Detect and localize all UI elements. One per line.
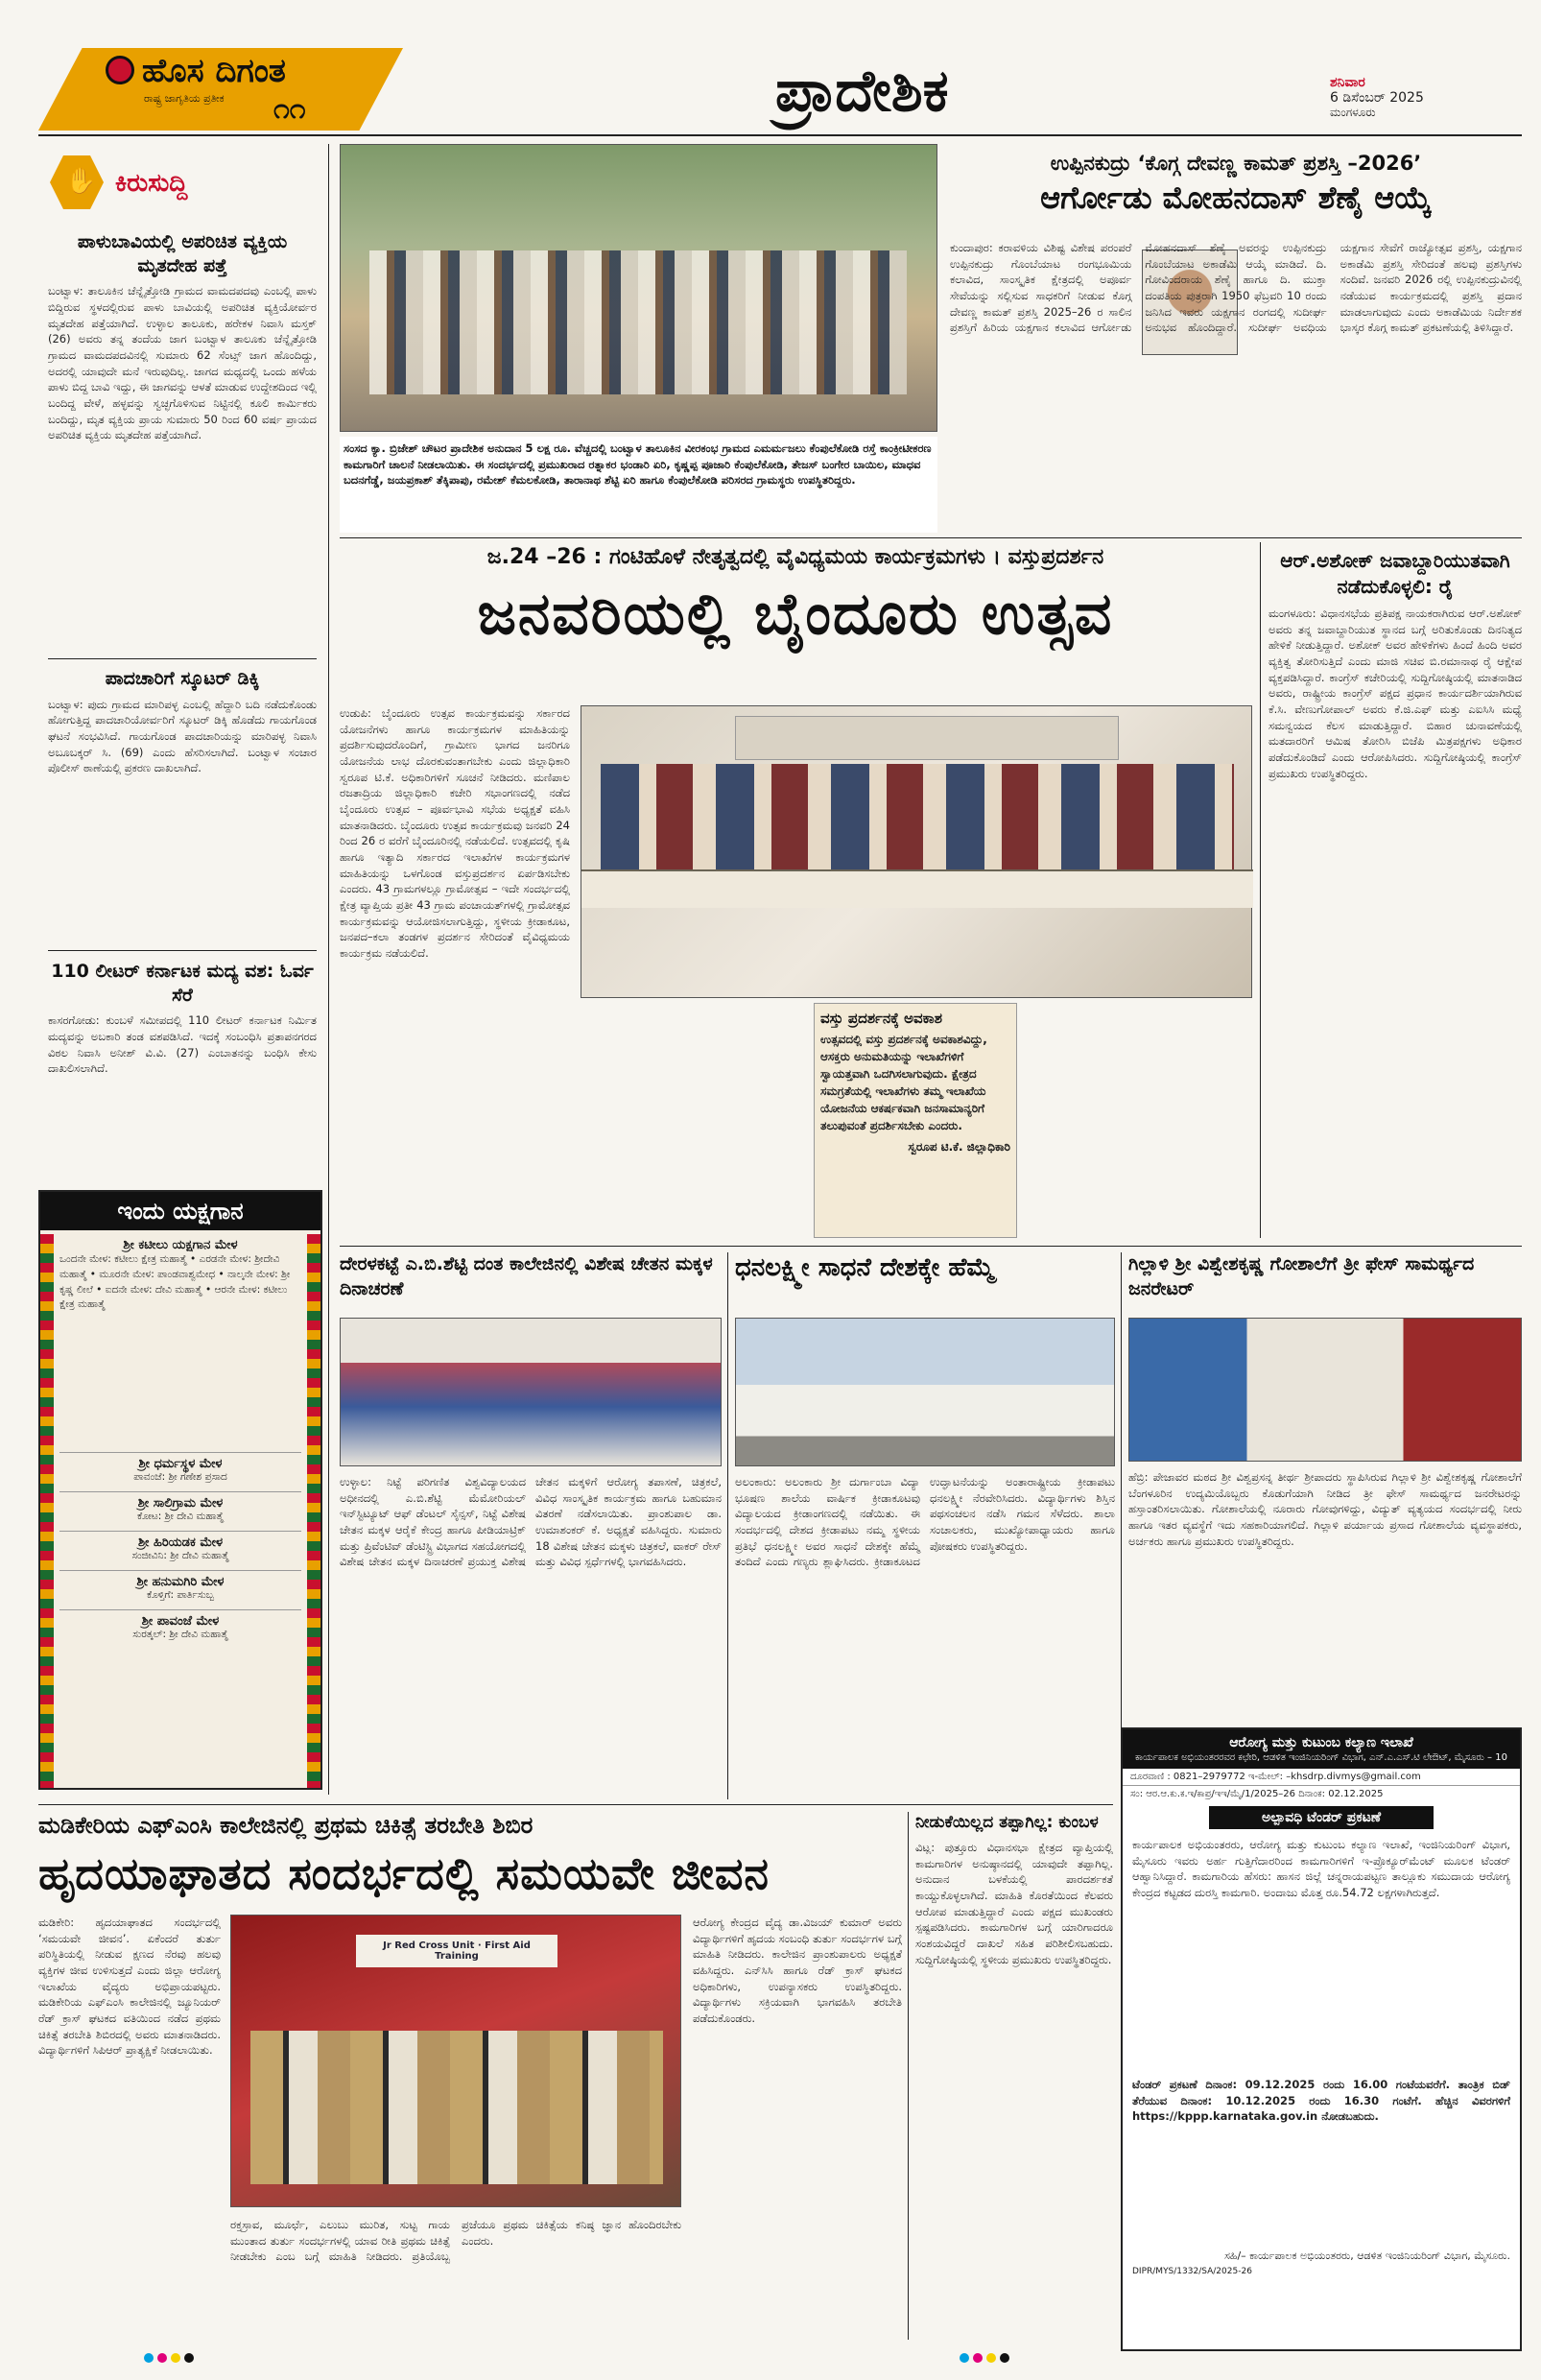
utsava-meeting-photo [581, 705, 1252, 998]
kirusuddi-item [48, 667, 317, 927]
mela-details: ಕೊಳ್ತಿಗೆ: ಪಾರ್ತಿಸುಬ್ಬ [146, 1589, 215, 1601]
mela-name: ಶ್ರೀ ಹನುಮಗಿರಿ ಮೇಳ [136, 1575, 225, 1589]
mela-name: ಶ್ರೀ ಹಿರಿಯಡಕ ಮೇಳ [137, 1535, 224, 1550]
ashok-headline: ಆರ್.ಅಶೋಕ್ ಜವಾಬ್ದಾರಿಯುತವಾಗಿ ನಡೆದುಕೊಳ್ಳಲಿ: ರೈ [1280, 549, 1510, 598]
mela-details: ಒಂದನೇ ಮೇಳ: ಕಟೀಲು ಕ್ಷೇತ್ರ ಮಹಾತ್ಮೆ • ಎರಡನೇ ಮೇಳ: ಶ್ರೀದೇವಿ ಮಹಾತ್ಮೆ • ಮೂರನೇ ಮೇಳ: ಪಾಂಡವಾಶ್ವಮೇಧ • ನಾಲ್ಕನೇ ಮೇಳ: ಶ್ರೀ ಕೃಷ್ಣ ಲೀಲೆ • ಐದನೇ ಮೇಳ: ದೇವಿ ಮಹಾತ್ಮೆ • ಆರನೇ ಮೇಳ: ಕಟೀಲು ಕ್ಷೇತ್ರ ಮಹಾತ್ಮೆ [59, 1253, 291, 1311]
mela-details: ಕೋಟ: ಶ್ರೀ ದೇವಿ ಮಹಾತ್ಮೆ [137, 1511, 224, 1522]
mela-name: ಶ್ರೀ ಧರ್ಮಸ್ಥಳ ಮೇಳ [138, 1457, 223, 1471]
yakshagana-mela [59, 1609, 301, 1641]
logo-tagline: ರಾಷ್ಟ್ರ ಜಾಗೃತಿಯ ಪ್ರತೀಕ [144, 92, 225, 105]
madikeri-col1: ಮಡಿಕೇರಿ: ಹೃದಯಾಘಾತದ ಸಂದರ್ಭದಲ್ಲಿ ‘ಸಮಯವೇ ಜೀವನ’. ಏಕೆಂದರೆ ತುರ್ತು ಪರಿಸ್ಥಿತಿಯಲ್ಲಿ ನೀಡುವ ಕ್ಷಣದ ನೆರವು ಹಲವು ವ್ಯಕ್ತಿಗಳ ಜೀವ ಉಳಿಸುತ್ತದೆ ಎಂದು ಜಿಲ್ಲಾ ಆರೋಗ್ಯ ಇಲಾಖೆಯ ವೈದ್ಯರು ಅಭಿಪ್ರಾಯಪಟ್ಟರು. ಮಡಿಕೇರಿಯ ಎಫ್‌ಎಂಸಿ ಕಾಲೇಜಿನಲ್ಲಿ ಜ್ಯೂನಿಯರ್ ರೆಡ್ ಕ್ರಾಸ್ ಘಟಕದ ವತಿಯಿಂದ ನಡೆದ ಪ್ರಥಮ ಚಿಕಿತ್ಸೆ ತರಬೇತಿ ಶಿಬಿರದಲ್ಲಿ ಅವರು ಮಾತನಾಡಿದರು. ವಿದ್ಯಾರ್ಥಿಗಳಿಗೆ ಸಿಪಿಆರ್ ಪ್ರಾತ್ಯಕ್ಷಿಕೆ ನೀಡಲಾಯಿತು. [38, 1916, 221, 2058]
yakshagana-box [38, 1190, 322, 1790]
day-label: ಶನಿವಾರ [1330, 75, 1365, 90]
logo-lamp-icon [106, 56, 134, 84]
kirusuddi-item-title: 110 ಲೀಟರ್ ಕರ್ನಾಟಕ ಮದ್ಯ ವಶ: ಓರ್ವ ಸೆರೆ [51, 961, 314, 1006]
column-rule [1121, 1252, 1122, 1799]
mela-name: ಶ್ರೀ ಸಾಲಿಗ್ರಾಮ ಮೇಳ [137, 1496, 224, 1511]
column-rule [1260, 542, 1261, 1238]
tender-dates: ಟೆಂಡರ್ ಪ್ರಕಟಣೆ ದಿನಾಂಕ: 09.12.2025 ರಂದು 16.00 ಗಂಟೆಯವರೆಗೆ. ತಾಂತ್ರಿಕ ಬಿಡ್ ತೆರೆಯುವ ದಿನಾಂಕ: 10.12.2025 ರಂದು 16.30 ಗಂಟೆಗೆ. ಹೆಚ್ಚಿನ ವಿವರಗಳಿಗೆ https://kppp.karnataka.gov.in ನೋಡಬಹುದು. [1132, 2078, 1510, 2124]
goshala-photo [1128, 1318, 1522, 1462]
mela-name: ಶ್ರೀ ಪಾವಂಜೆ ಮೇಳ [141, 1614, 220, 1629]
yakshagana-border [40, 1234, 54, 1790]
goshala-body: ಹೆಬ್ರಿ: ಪೇಜಾವರ ಮಠದ ಶ್ರೀ ವಿಶ್ವಪ್ರಸನ್ನ ತೀರ್ಥ ಶ್ರೀಪಾದರು ಸ್ಥಾಪಿಸಿರುವ ಗಿಲ್ಲಾಳಿ ಶ್ರೀ ವಿಶ್ವೇಶಕೃಷ್ಣ ಗೋಶಾಲೆಗೆ ಬೆಂಗಳೂರಿನ ಉದ್ಯಮಿಯೊಬ್ಬರು ಕೊಡುಗೆಯಾಗಿ ನೀಡಿದ ತ್ರೀ ಫೇಸ್ ಸಾಮರ್ಥ್ಯದ ಜನರೇಟರನ್ನು ಹಸ್ತಾಂತರಿಸಲಾಯಿತು. ಗೋಶಾಲೆಯಲ್ಲಿ ನೂರಾರು ಗೋವುಗಳಿದ್ದು, ವಿದ್ಯುತ್ ವ್ಯತ್ಯಯದ ಸಂದರ್ಭದಲ್ಲಿ ನೀರು ಹಾಗೂ ಇತರ ವ್ಯವಸ್ಥೆಗೆ ಇದು ಸಹಕಾರಿಯಾಗಲಿದೆ. ಗಿಲ್ಲಾಳಿ ಪರ್ಯಾಯ ಪ್ರಸಾದ ಗೋಶಾಲೆಯ ವ್ಯವಸ್ಥಾಪಕರು, ಅರ್ಚಕರು ಹಾಗೂ ಪ್ರಮುಖರು ಉಪಸ್ಥಿತರಿದ್ದರು. [1128, 1470, 1522, 1548]
registration-marks [144, 2353, 194, 2363]
tender-signature: ಸಹಿ/– ಕಾರ್ಯಪಾಲಕ ಅಭಿಯಂತರರು, ಆಡಳಿತ ಇಂಜಿನಿಯರಿಂಗ್ ವಿಭಾಗ, ಮೈಸೂರು. [1224, 2249, 1510, 2262]
dhanalakshmi-photo [735, 1318, 1115, 1466]
yakshagana-mela [59, 1452, 301, 1484]
yakshagana-mela [59, 1531, 301, 1562]
kumbale-body: ವಿಟ್ಲ: ಪುತ್ತೂರು ವಿಧಾನಸಭಾ ಕ್ಷೇತ್ರದ ವ್ಯಾಪ್ತಿಯಲ್ಲಿ ಕಾಮಗಾರಿಗಳ ಅನುಷ್ಠಾನದಲ್ಲಿ ಯಾವುದೇ ತಪ್ಪಾಗಿಲ್ಲ. ಅನುದಾನ ಬಳಕೆಯಲ್ಲಿ ಪಾರದರ್ಶಕತೆ ಕಾಯ್ದುಕೊಳ್ಳಲಾಗಿದೆ. ಮಾಹಿತಿ ಕೊರತೆಯಿಂದ ಕೆಲವರು ಆರೋಪ ಮಾಡುತ್ತಿದ್ದಾರೆ ಎಂದು ಪಕ್ಷದ ಮುಖಂಡರು ಸ್ಪಷ್ಟಪಡಿಸಿದರು. ಕಾಮಗಾರಿಗಳ ಬಗ್ಗೆ ಯಾರಿಗಾದರೂ ಸಂಶಯವಿದ್ದರೆ ದಾಖಲೆ ಸಹಿತ ಪರಿಶೀಲಿಸಬಹುದು. ಸುದ್ದಿಗೋಷ್ಠಿಯಲ್ಲಿ ಸ್ಥಳೀಯ ಪ್ರಮುಖರು ಉಪಸ್ಥಿತರಿದ್ದರು. [915, 1840, 1113, 1966]
column-rule [328, 144, 329, 1795]
dhanalakshmi-body: ಅಲಂಕಾರು: ಅಲಂಕಾರು ಶ್ರೀ ದುರ್ಗಾಂಬಾ ವಿದ್ಯಾ ಭೂಷಣ ಶಾಲೆಯ ವಾರ್ಷಿಕ ಕ್ರೀಡಾಕೂಟವು ವಿದ್ಯಾಲಯದ ಕ್ರೀಡಾಂಗಣದಲ್ಲಿ ನಡೆಯಿತು. ಈ ಸಂದರ್ಭದಲ್ಲಿ ದೇಶದ ಕ್ರೀಡಾಪಟು ನಮ್ಮ ಸ್ಥಳೀಯ ಪ್ರತಿಭೆ ಧನಲಕ್ಷ್ಮೀ ಅವರ ಸಾಧನೆ ದೇಶಕ್ಕೇ ಹೆಮ್ಮೆ ತಂದಿದೆ ಎಂದು ಗಣ್ಯರು ಶ್ಲಾಘಿಸಿದರು. ಕ್ರೀಡಾಕೂಟದ ಉದ್ಘಾಟನೆಯನ್ನು ಅಂತಾರಾಷ್ಟ್ರೀಯ ಕ್ರೀಡಾಪಟು ಧನಲಕ್ಷ್ಮೀ ನೆರವೇರಿಸಿದರು. ವಿದ್ಯಾರ್ಥಿಗಳು ಶಿಸ್ತಿನ ಪಥಸಂಚಲನ ನಡೆಸಿ ಗಮನ ಸೆಳೆದರು. ಶಾಲಾ ಸಂಚಾಲಕರು, ಮುಖ್ಯೋಪಾಧ್ಯಾಯರು ಹಾಗೂ ಪೋಷಕರು ಉಪಸ್ಥಿತರಿದ್ದರು. [735, 1475, 1115, 1569]
column-rule [727, 1252, 728, 1799]
yakshagana-mela [59, 1570, 301, 1602]
madikeri-col2: ರಕ್ತಸ್ರಾವ, ಮೂರ್ಛೆ, ಎಲುಬು ಮುರಿತ, ಸುಟ್ಟ ಗಾಯ ಮುಂತಾದ ತುರ್ತು ಸಂದರ್ಭಗಳಲ್ಲಿ ಯಾವ ರೀತಿ ಪ್ರಥಮ ಚಿಕಿತ್ಸೆ ನೀಡಬೇಕು ಎಂಬ ಬಗ್ಗೆ ಮಾಹಿತಿ ನೀಡಿದರು. ಪ್ರತಿಯೊಬ್ಬ ಪ್ರಜೆಯೂ ಪ್ರಥಮ ಚಿಕಿತ್ಸೆಯ ಕನಿಷ್ಠ ಜ್ಞಾನ ಹೊಂದಿರಬೇಕು ಎಂದರು. [230, 2218, 681, 2264]
yakshagana-mela [59, 1238, 301, 1444]
utsava-body-cont [581, 1003, 806, 1238]
mela-name: ಶ್ರೀ ಕಟೀಲು ಯಕ್ಷಗಾನ ಮೇಳ [123, 1238, 238, 1252]
kirusuddi-item [48, 960, 317, 1166]
exhibition-box-quote: ಸ್ವರೂಪ ಟಿ.ಕೆ. ಜಿಲ್ಲಾಧಿಕಾರಿ [908, 1140, 1010, 1154]
kumbale-headline: ನೀಡುಕೆಯಿಲ್ಲದ ತಪ್ಪಾಗಿಲ್ಲ: ಕುಂಬಳ [915, 1813, 1099, 1832]
madikeri-photo-banner: Jr Red Cross Unit · First Aid Training [356, 1935, 557, 1967]
top-photo [340, 144, 937, 432]
date-block [1330, 75, 1522, 120]
yakshagana-mela [59, 1491, 301, 1523]
tender-body: ಕಾರ್ಯಪಾಲಕ ಅಭಿಯಂತರರು, ಆರೋಗ್ಯ ಮತ್ತು ಕುಟುಂಬ ಕಲ್ಯಾಣ ಇಲಾಖೆ, ಇಂಜಿನಿಯರಿಂಗ್ ವಿಭಾಗ, ಮೈಸೂರು ಇವರು ಅರ್ಹ ಗುತ್ತಿಗೆದಾರರಿಂದ ಕಾಮಗಾರಿಗಳಿಗೆ ಇ-ಪ್ರೊಕ್ಯೂರ್‌ಮೆಂಟ್ ಮೂಲಕ ಟೆಂಡರ್ ಆಹ್ವಾನಿಸಿದ್ದಾರೆ. ಕಾಮಗಾರಿಯ ಹೆಸರು: ಹಾಸನ ಜಿಲ್ಲೆ ಚನ್ನರಾಯಪಟ್ಟಣ ತಾಲ್ಲೂಕು ಸಮುದಾಯ ಆರೋಗ್ಯ ಕೇಂದ್ರದ ಕಟ್ಟಡದ ದುರಸ್ತಿ ಕಾಮಗಾರಿ. ಅಂದಾಜು ಮೊತ್ತ ರೂ.54.72 ಲಕ್ಷಗಳಾಗಿರುತ್ತದೆ. [1132, 1838, 1510, 1900]
utsava-exhibition-box [814, 1003, 1017, 1238]
masthead-rule [38, 134, 1522, 136]
divider [48, 658, 317, 659]
mela-details: ಸಂಜೀವಿನಿ: ಶ್ರೀ ದೇವಿ ಮಹಾತ್ಮೆ [131, 1550, 229, 1561]
kirusuddi-item-title: ಪಾದಚಾರಿಗೆ ಸ್ಕೂಟರ್ ಡಿಕ್ಕಿ [105, 668, 260, 689]
utsava-body-right [1027, 1003, 1252, 1238]
divider [340, 537, 1522, 538]
kirusuddi-section [38, 144, 322, 1171]
exhibition-box-title: ವಸ್ತು ಪ್ರದರ್ಶನಕ್ಕೆ ಅವಕಾಶ [820, 1010, 942, 1027]
registration-marks [960, 2353, 1009, 2363]
kirusuddi-item-body: ಕಾಸರಗೋಡು: ಕುಂಬಳೆ ಸಮೀಪದಲ್ಲಿ 110 ಲೀಟರ್ ಕರ್ನಾಟಕ ನಿರ್ಮಿತ ಮದ್ಯವನ್ನು ಅಬಕಾರಿ ತಂಡ ವಶಪಡಿಸಿದೆ. ಇದಕ್ಕೆ ಸಂಬಂಧಿಸಿ ಪ್ರತಾಪನಗರದ ವಿಠಲ ನಿವಾಸಿ ಅನೀಶ್ ವಿ.ವಿ. (27) ಎಂಬಾತನನ್ನು ಬಂಧಿಸಿ ಕೇಸು ದಾಖಲಿಸಲಾಗಿದೆ. [48, 1013, 317, 1076]
dhanalakshmi-headline: ಧನಲಕ್ಷ್ಮೀ ಸಾಧನೆ ದೇಶಕ್ಕೇ ಹೆಮ್ಮೆ [735, 1253, 995, 1282]
utsava-headline: ಜನವರಿಯಲ್ಲಿ ಬೈಂದೂರು ಉತ್ಸವ [477, 581, 1114, 648]
kamath-headline: ಆರ್ಗೋಡು ಮೋಹನದಾಸ್ ಶೆಣೈ ಆಯ್ಕೆ [1040, 179, 1432, 216]
mela-details: ಸುರತ್ಕಲ್: ಶ್ರೀ ದೇವಿ ಮಹಾತ್ಮೆ [132, 1629, 228, 1640]
utsava-kicker: ಜ.24 –26 : ಗಂಟಿಹೊಳೆ ನೇತೃತ್ವದಲ್ಲಿ ವೈವಿಧ್ಯಮಯ ಕಾರ್ಯಕ್ರಮಗಳು । ವಸ್ತುಪ್ರದರ್ಶನ [486, 545, 1104, 569]
tender-ref: ಸಂ: ಆರ.ಆ.ಕು.ಕ.ಇ/ಕಾಪ್ರ/ಇಇ/ಮೈ/1/2025–26 ದಿನಾಂಕ: 02.12.2025 [1130, 1789, 1384, 1799]
logo-text: ಹೊಸ ದಿಗಂತ [142, 52, 286, 90]
utsava-body: ಉಡುಪಿ: ಬೈಂದೂರು ಉತ್ಸವ ಕಾರ್ಯಕ್ರಮವನ್ನು ಸರ್ಕಾರದ ಯೋಜನೆಗಳು ಹಾಗೂ ಕಾರ್ಯಕ್ರಮಗಳ ಮಾಹಿತಿಯನ್ನು ಪ್ರದರ್ಶಿಸುವುದರೊಂದಿಗೆ, ಗ್ರಾಮೀಣ ಭಾಗದ ಜನರಿಗೂ ಯೋಜನೆಯ ಲಾಭ ದೊರಕುವಂತಾಗಬೇಕು ಎಂದು ಜಿಲ್ಲಾಧಿಕಾರಿ ಸ್ವರೂಪ ಟಿ.ಕೆ. ಅಧಿಕಾರಿಗಳಿಗೆ ಸೂಚನೆ ನೀಡಿದರು. ಮಣಿಪಾಲ ರಜತಾದ್ರಿಯ ಜಿಲ್ಲಾಧಿಕಾರಿ ಕಚೇರಿ ಸಭಾಂಗಣದಲ್ಲಿ ನಡೆದ ಬೈಂದೂರು ಉತ್ಸವ – ಪೂರ್ವಭಾವಿ ಸಭೆಯ ಅಧ್ಯಕ್ಷತೆ ವಹಿಸಿ ಮಾತನಾಡಿದರು. ಬೈಂದೂರು ಉತ್ಸವ ಕಾರ್ಯಕ್ರಮವು ಜನವರಿ 24 ರಿಂದ 26 ರ ವರೆಗೆ ಬೈಂದೂರಿನಲ್ಲಿ ನಡೆಯಲಿದೆ. ಉತ್ಸವದಲ್ಲಿ ಕೃಷಿ ಹಾಗೂ ಇತ್ಯಾದಿ ಸರ್ಕಾರದ ಇಲಾಖೆಗಳ ಕಾರ್ಯಕ್ರಮಗಳ ಮಾಹಿತಿಯನ್ನು ಒಳಗೊಂಡ ವಸ್ತುಪ್ರದರ್ಶನ ಏರ್ಪಡಿಸಬೇಕು ಎಂದರು. 43 ಗ್ರಾಮಗಳಲ್ಲೂ ಗ್ರಾಮೋತ್ಸವ – ಇದೇ ಸಂದರ್ಭದಲ್ಲಿ ಕ್ಷೇತ್ರ ವ್ಯಾಪ್ತಿಯ ಪ್ರತೀ 43 ಗ್ರಾಮ ಪಂಚಾಯತ್‌ಗಳಲ್ಲಿ ಗ್ರಾಮೋತ್ಸವ ಕಾರ್ಯಕ್ರಮವನ್ನು ಆಯೋಜಿಸಲಾಗುತ್ತಿದ್ದು, ಸ್ಥಳೀಯ ಕ್ರೀಡಾಕೂಟ, ಜನಪದ–ಕಲಾ ತಂಡಗಳ ಪ್ರದರ್ಶನ ಸೇರಿದಂತೆ ವೈವಿಧ್ಯಮಯ ಕಾರ್ಯಕ್ರಮ ನಡೆಯಲಿದೆ. [340, 706, 570, 961]
kirusuddi-item [48, 230, 317, 629]
madikeri-photo [230, 1915, 681, 2207]
exhibition-box-body: ಉತ್ಸವದಲ್ಲಿ ವಸ್ತು ಪ್ರದರ್ಶನಕ್ಕೆ ಅವಕಾಶವಿದ್ದು, ಆಸಕ್ತರು ಅನುಮತಿಯನ್ನು ಇಲಾಖೆಗಳಿಗೆ ಸ್ವಾಯತ್ತವಾಗಿ ಒದಗಿಸಲಾಗುವುದು. ಕ್ಷೇತ್ರದ ಸಮಗ್ರತೆಯಲ್ಲಿ ಇಲಾಖೆಗಳು ತಮ್ಮ ಇಲಾಖೆಯ ಯೋಜನೆಯ ಆಕರ್ಷಕವಾಗಿ ಜನಸಾಮಾನ್ಯರಿಗೆ ತಲುಪುವಂತೆ ಪ್ರದರ್ಶಿಸಬೇಕು ಎಂದರು. [820, 1033, 987, 1132]
kirusuddi-item-body: ಬಂಟ್ವಾಳ: ತಾಲೂಕಿನ ಚೆನ್ನೈತ್ತೋಡಿ ಗ್ರಾಮದ ವಾಮದಪದವು ಎಂಬಲ್ಲಿ ಪಾಳು ಬಿದ್ದಿರುವ ಸ್ಥಳದಲ್ಲಿರುವ ಪಾಳು ಬಾವಿಯಲ್ಲಿ ಅಪರಿಚಿತ ವ್ಯಕ್ತಿಯೋರ್ವರ ಮೃತದೇಹ ಪತ್ತೆಯಾಗಿದೆ. ಉಳ್ಳಾಲ ತಾಲೂಕು, ಹರೇಕಳ ನಿವಾಸಿ ಮಸ್ತಕ್ (26) ಅವರು ತನ್ನ ತಂದೆಯ ಜಾಗ ಬಂಟ್ವಾಳ ತಾಲೂಕು ಚೆನ್ನೈತ್ತೋಡಿ ಗ್ರಾಮದ ವಾಮದಪದವಿನಲ್ಲಿ ಸುಮಾರು 62 ಸೆಂಟ್ಸ್ ಜಾಗ ಹೊಂದಿದ್ದು, ಅದರಲ್ಲಿ ಯಾವುದೇ ಮನೆ ಇರುವುದಿಲ್ಲ. ಜಾಗದ ಮಧ್ಯದಲ್ಲಿ ಒಂದು ಹಳೆಯ ಪಾಳು ಬಿದ್ದ ಬಾವಿ ಇದ್ದು, ಈ ಜಾಗವನ್ನು ಆಳತೆ ಮಾಡುವ ಉದ್ದೇಶದಿಂದ ಇಲ್ಲಿ ಬಂದಿದ್ದ ವೇಳೆ, ಹಳ್ಳವನ್ನು ಸ್ವಚ್ಛಗೊಳಿಸುವ ನಿಟ್ಟಿನಲ್ಲಿ ಕೂಲಿ ಕಾರ್ಮಿಕರು ಬಂದಿದ್ದು, ಮೃತ ವ್ಯಕ್ತಿಯ ಪ್ರಾಯ ಸುಮಾರು 50 ರಿಂದ 60 ವರ್ಷ ಪ್ರಾಯದ ಅಪರಿಚಿತ ವ್ಯಕ್ತಿಯ ಮೃತದೇಹ ಪತ್ತೆಯಾಗಿದೆ. [48, 284, 317, 442]
madikeri-headline: ಹೃದಯಾಘಾತದ ಸಂದರ್ಭದಲ್ಲಿ ಸಮಯವೇ ಜೀವನ [38, 1847, 770, 1899]
tender-title: ಆರೋಗ್ಯ ಮತ್ತು ಕುಟುಂಬ ಕಲ್ಯಾಣ ಇಲಾಖೆ [1229, 1735, 1413, 1750]
dhanalakshmi-story [735, 1252, 1115, 1799]
yakshagana-border [307, 1234, 320, 1790]
madikeri-kicker: ಮಡಿಕೇರಿಯ ಎಫ್‌ಎಂಸಿ ಕಾಲೇಜಿನಲ್ಲಿ ಪ್ರಥಮ ಚಿಕಿತ್ಸೆ ತರಬೇತಿ ಶಿಬಿರ [38, 1812, 533, 1839]
page-number: ೧೧ [273, 92, 306, 126]
hand-icon: ✋ [65, 167, 97, 196]
tender-phone: ದೂರವಾಣಿ : 0821–2979772 ಇ-ಮೇಲ್: –khsdrp.divmys@gmail.com [1123, 1769, 1520, 1786]
kumbale-story [915, 1812, 1113, 2340]
kamath-kicker: ಉಪ್ಪಿನಕುದ್ರು ‘ಕೊಗ್ಗ ದೇವಣ್ಣ ಕಾಮತ್ ಪ್ರಶಸ್ತಿ –2026’ [1050, 152, 1422, 175]
tender-office: ಕಾರ್ಯಪಾಲಕ ಅಭಿಯಂತರರವರ ಕಛೇರಿ, ಆಡಳಿತ ಇಂಜಿನಿಯರಿಂಗ್ ವಿಭಾಗ, ಎನ್.ಎ.ಎಸ್.ಟಿ ಲೇಔಟ್, ಮೈಸೂರು – 10 [1135, 1752, 1507, 1763]
kamath-body: ಕುಂದಾಪುರ: ಕರಾವಳಿಯ ವಿಶಿಷ್ಟ ವಿಶೇಷ ಪರಂಪರೆ ಉಪ್ಪಿನಕುದ್ರು ಗೊಂಬೆಯಾಟ ರಂಗಭೂಮಿಯ ಕಲಾವಿದ, ಸಾಂಸ್ಕೃತಿಕ ಕ್ಷೇತ್ರದಲ್ಲಿ ಅಪೂರ್ವ ಸೇವೆಯನ್ನು ಸಲ್ಲಿಸುವ ಸಾಧಕರಿಗೆ ನೀಡುವ ಕೊಗ್ಗ ದೇವಣ್ಣ ಕಾಮತ್ ಪ್ರಶಸ್ತಿ 2025–26 ರ ಸಾಲಿನ ಪ್ರಶಸ್ತಿಗೆ ಹಿರಿಯ ಯಕ್ಷಗಾನ ಕಲಾವಿದ ಆರ್ಗೋಡು ಮೋಹನದಾಸ್ ಶೆಣೈ ಅವರನ್ನು ಉಪ್ಪಿನಕುದ್ರು ಗೊಂಬೆಯಾಟ ಅಕಾಡೆಮಿ ಆಯ್ಕೆ ಮಾಡಿದೆ. ದಿ. ಗೋವಿಂದರಾಯ ಶೆಣೈ ಹಾಗೂ ದಿ. ಮುಕ್ತಾ ದಂಪತಿಯ ಪುತ್ರರಾಗಿ 1950 ಫೆಬ್ರವರಿ 10 ರಂದು ಜನಿಸಿದ ಇವರು ಯಕ್ಷಗಾನ ರಂಗದಲ್ಲಿ ಸುದೀರ್ಘ ಅನುಭವ ಹೊಂದಿದ್ದಾರೆ. ಸುದೀರ್ಘ ಅವಧಿಯ ಯಕ್ಷಗಾನ ಸೇವೆಗೆ ರಾಜ್ಯೋತ್ಸವ ಪ್ರಶಸ್ತಿ, ಯಕ್ಷಗಾನ ಅಕಾಡೆಮಿ ಪ್ರಶಸ್ತಿ ಸೇರಿದಂತೆ ಹಲವು ಪ್ರಶಸ್ತಿಗಳು ಸಂದಿವೆ. ಜನವರಿ 2026 ರಲ್ಲಿ ಉಪ್ಪಿನಕುದ್ರುವಿನಲ್ಲಿ ನಡೆಯುವ ಕಾರ್ಯಕ್ರಮದಲ್ಲಿ ಪ್ರಶಸ್ತಿ ಪ್ರದಾನ ಮಾಡಲಾಗುವುದು ಎಂದು ಅಕಾಡೆಮಿಯ ನಿರ್ದೇಶಕ ಭಾಸ್ಕರ ಕೊಗ್ಗ ಕಾಮತ್ ಪ್ರಕಟಣೆಯಲ್ಲಿ ತಿಳಿಸಿದ್ದಾರೆ. [950, 241, 1522, 335]
madikeri-col3: ಆರೋಗ್ಯ ಕೇಂದ್ರದ ವೈದ್ಯ ಡಾ.ವಿಜಯ್ ಕುಮಾರ್ ಅವರು ವಿದ್ಯಾರ್ಥಿಗಳಿಗೆ ಹೃದಯ ಸಂಬಂಧಿ ತುರ್ತು ಸಂದರ್ಭಗಳ ಬಗ್ಗೆ ಮಾಹಿತಿ ನೀಡಿದರು. ಕಾಲೇಜಿನ ಪ್ರಾಂಶುಪಾಲರು ಅಧ್ಯಕ್ಷತೆ ವಹಿಸಿದ್ದರು. ಎನ್‌ಸಿಸಿ ಹಾಗೂ ರೆಡ್ ಕ್ರಾಸ್ ಘಟಕದ ಅಧಿಕಾರಿಗಳು, ಉಪನ್ಯಾಸಕರು ಉಪಸ್ಥಿತರಿದ್ದರು. ವಿದ್ಯಾರ್ಥಿಗಳು ಸಕ್ರಿಯವಾಗಿ ಭಾಗವಹಿಸಿ ತರಬೇತಿ ಪಡೆದುಕೊಂಡರು. [693, 1916, 902, 2026]
college-story [340, 1252, 722, 1799]
masthead [0, 0, 1541, 139]
mela-details: ಪಾವಂಜೆ: ಶ್ರೀ ಗಣೇಶ ಪ್ರಸಾದ [133, 1471, 227, 1483]
kirusuddi-item-body: ಬಂಟ್ವಾಳ: ಪುದು ಗ್ರಾಮದ ಮಾರಿಪಳ್ಳ ಎಂಬಲ್ಲಿ ಹೆದ್ದಾರಿ ಬದಿ ನಡೆದುಕೊಂಡು ಹೋಗುತ್ತಿದ್ದ ಪಾದಚಾರಿಯೋರ್ವರಿಗೆ ಸ್ಕೂಟರ್ ಡಿಕ್ಕಿ ಹೊಡೆದು ಗಾಯಗೊಂಡ ಘಟನೆ ಸಂಭವಿಸಿದೆ. ಗಾಯಗೊಂಡ ಪಾದಚಾರಿಯನ್ನು ಮಾರಿಪಳ್ಳ ನಿವಾಸಿ ಅಬೂಬಕ್ಕರ್ ಸಿ. (69) ಎಂದು ಹೆಸರಿಸಲಾಗಿದೆ. ಬಂಟ್ವಾಳ ಸಂಚಾರ ಪೊಲೀಸ್ ಠಾಣೆಯಲ್ಲಿ ಪ್ರಕರಣ ದಾಖಲಾಗಿದೆ. [48, 697, 317, 775]
divider [48, 950, 317, 951]
ashok-story [1268, 542, 1522, 1238]
tender-notice-title: ಅಲ್ಪಾವಧಿ ಟೆಂಡರ್ ಪ್ರಕಟಣೆ [1209, 1806, 1434, 1829]
divider [38, 1804, 1113, 1805]
section-title: ಪ್ರಾದೇಶಿಕ [775, 58, 949, 125]
divider [340, 1246, 1522, 1247]
tender-notice [1121, 1727, 1522, 2351]
kirusuddi-label: ಕಿರುಸುದ್ದಿ [115, 169, 188, 198]
top-photo-caption: ಸಂಸದ ಕ್ಯಾ. ಬ್ರಿಜೇಶ್ ಚೌಟರ ಪ್ರಾದೇಶಿಕ ಅನುದಾನ 5 ಲಕ್ಷ ರೂ. ವೆಚ್ಚದಲ್ಲಿ ಬಂಟ್ವಾಳ ತಾಲೂಕಿನ ವೀರಕಂಭ ಗ್ರಾಮದ ಎಮರ್ಮಜಲು ಕೆಂಪುಲೆಕೋಡಿ ರಸ್ತೆ ಕಾಂಕ್ರೀಟೀಕರಣ ಕಾಮಗಾರಿಗೆ ಚಾಲನೆ ನೀಡಲಾಯಿತು. ಈ ಸಂದರ್ಭದಲ್ಲಿ ಪ್ರಮುಖರಾದ ರತ್ನಾಕರ ಭಂಡಾರಿ ಏರಿ, ಕೃಷ್ಣಪ್ಪ ಪೂಜಾರಿ ಕೆಂಪುಲೆಕೋಡಿ, ತೇಜಸ್ ಬಂಗೇರ ಬಾಯಿಲ, ಮಾಧವ ಬದನಗೆಡ್ಡೆ, ಜಯಪ್ರಕಾಶ್ ತೆಕ್ಕಿಪಾಪು, ರಮೇಶ್ ಕೆಮಲಕೋಡಿ, ತಾರಾನಾಥ ಶೆಟ್ಟಿ ಏರಿ ಹಾಗೂ ಕೆಂಪುಲೆಕೋಡಿ ಪರಿಸರದ ಗ್ರಾಮಸ್ಥರು ಉಪಸ್ಥಿತರಿದ್ದರು. [340, 437, 937, 533]
goshala-story [1128, 1252, 1522, 1665]
city-label: ಮಂಗಳೂರು [1330, 106, 1376, 119]
column-rule [908, 1812, 909, 2340]
college-photo [340, 1318, 722, 1466]
yakshagana-title: ಇಂದು ಯಕ್ಷಗಾನ [40, 1192, 320, 1230]
ashok-body: ಮಂಗಳೂರು: ವಿಧಾನಸಭೆಯ ಪ್ರತಿಪಕ್ಷ ನಾಯಕರಾಗಿರುವ ಆರ್.ಅಶೋಕ್ ಅವರು ತನ್ನ ಜವಾಬ್ದಾರಿಯುತ ಸ್ಥಾನದ ಬಗ್ಗೆ ಅರಿತುಕೊಂಡು ದಿನನಿತ್ಯದ ಹೇಳಿಕೆ ನೀಡುತ್ತಿದ್ದಾರೆ. ಅಶೋಕ್ ಅವರ ಹೇಳಿಕೆಗಳು ಹಿಂದೆ ಹಿಂದಿ ಅವರ ವ್ಯಕ್ತಿತ್ವ ತೋರಿಸುತ್ತಿದೆ ಎಂದು ಮಾಜಿ ಸಚಿವ ಬಿ.ರಮಾನಾಥ ರೈ ಆಕ್ಷೇಪ ವ್ಯಕ್ತಪಡಿಸಿದ್ದಾರೆ. ಕಾಂಗ್ರೆಸ್ ಕಚೇರಿಯಲ್ಲಿ ಸುದ್ದಿಗೋಷ್ಠಿಯಲ್ಲಿ ಮಾತನಾಡಿದ ಅವರು, ರಾಷ್ಟ್ರೀಯ ಕಾಂಗ್ರೆಸ್ ಪಕ್ಷದ ಪ್ರಧಾನ ಕಾರ್ಯದರ್ಶಿಯಾಗಿರುವ ಕೆ.ಸಿ. ವೇಣುಗೋಪಾಲ್ ಅವರು ಕೆ.ಜಿ.ಎಫ್ ಮತ್ತು ಎಐಸಿಸಿ ಮಧ್ಯೆ ಸಮನ್ವಯದ ಕೆಲಸ ಮಾಡುತ್ತಿದ್ದಾರೆ. ಬಿಹಾರ ಚುನಾವಣೆಯಲ್ಲಿ ಮತದಾರರಿಗೆ ಆಮಿಷ ತೋರಿಸಿ ಬಿಜೆಪಿ ಮಿತ್ರಪಕ್ಷಗಳು ಅಧಿಕಾರ ಪಡೆದುಕೊಂಡಿದೆ ಎಂದು ಆರೋಪಿಸಿದರು. ಸುದ್ದಿಗೋಷ್ಠಿಯಲ್ಲಿ ಕಾಂಗ್ರೆಸ್ ಪ್ರಮುಖರು ಉಪಸ್ಥಿತರಿದ್ದರು. [1268, 607, 1522, 780]
kamath-story [950, 144, 1522, 533]
kirusuddi-item-title: ಪಾಳುಬಾವಿಯಲ್ಲಿ ಅಪರಿಚಿತ ವ್ಯಕ್ತಿಯ ಮೃತದೇಹ ಪತ್ತೆ [77, 231, 288, 276]
date-label: 6 ಡಿಸೆಂಬರ್ 2025 [1330, 90, 1424, 106]
goshala-headline: ಗಿಲ್ಲಾಳಿ ಶ್ರೀ ವಿಶ್ವೇಶಕೃಷ್ಣ ಗೋಶಾಲೆಗೆ ತ್ರೀ ಫೇಸ್ ಸಾಮರ್ಥ್ಯದ ಜನರೇಟರ್ [1128, 1253, 1475, 1299]
college-headline: ದೇರಳಕಟ್ಟೆ ಎ.ಬಿ.ಶೆಟ್ಟಿ ದಂತ ಕಾಲೇಜಿನಲ್ಲಿ ವಿಶೇಷ ಚೇತನ ಮಕ್ಕಳ ದಿನಾಚರಣೆ [340, 1253, 713, 1299]
tender-dip: DIPR/MYS/1332/SA/2025-26 [1132, 2267, 1252, 2276]
college-body: ಉಳ್ಳಾಲ: ನಿಟ್ಟೆ ಪರಿಗಣಿತ ವಿಶ್ವವಿದ್ಯಾಲಯದ ಅಧೀನದಲ್ಲಿ ಎ.ಬಿ.ಶೆಟ್ಟಿ ಮೆಮೋರಿಯಲ್ ಇನ್‌ಸ್ಟಿಟ್ಯೂಟ್ ಆಫ್ ಡೆಂಟಲ್ ಸೈನ್ಸಸ್, ನಿಟ್ಟೆ ವಿಶೇಷ ಚೇತನ ಮಕ್ಕಳ ಆರೈಕೆ ಕೇಂದ್ರ ಹಾಗೂ ಪೀಡಿಯಾಟ್ರಿಕ್ ಮತ್ತು ಪ್ರಿವೆಂಟಿವ್ ಡೆಂಟಿಸ್ಟ್ರಿ ವಿಭಾಗದ ಸಹಯೋಗದಲ್ಲಿ ವಿಶೇಷ ಚೇತನ ಮಕ್ಕಳ ದಿನಾಚರಣೆ ಪ್ರಯುಕ್ತ ವಿಶೇಷ ಚೇತನ ಮಕ್ಕಳಿಗೆ ಆರೋಗ್ಯ ತಪಾಸಣೆ, ಚಿತ್ರಕಲೆ, ವಿವಿಧ ಸಾಂಸ್ಕೃತಿಕ ಕಾರ್ಯಕ್ರಮ ಹಾಗೂ ಬಹುಮಾನ ವಿತರಣೆ ನಡೆಸಲಾಯಿತು. ಪ್ರಾಂಶುಪಾಲ ಡಾ. ಉಮಾಶಂಕರ್ ಕೆ. ಅಧ್ಯಕ್ಷತೆ ವಹಿಸಿದ್ದರು. ಸುಮಾರು 18 ವಿಶೇಷ ಚೇತನ ಮಕ್ಕಳು ಚಿತ್ರಕಲೆ, ವಾಕರ್ ರೇಸ್ ಮತ್ತು ವಿವಿಧ ಸ್ಪರ್ಧೆಗಳಲ್ಲಿ ಭಾಗವಹಿಸಿದರು. [340, 1475, 722, 1569]
